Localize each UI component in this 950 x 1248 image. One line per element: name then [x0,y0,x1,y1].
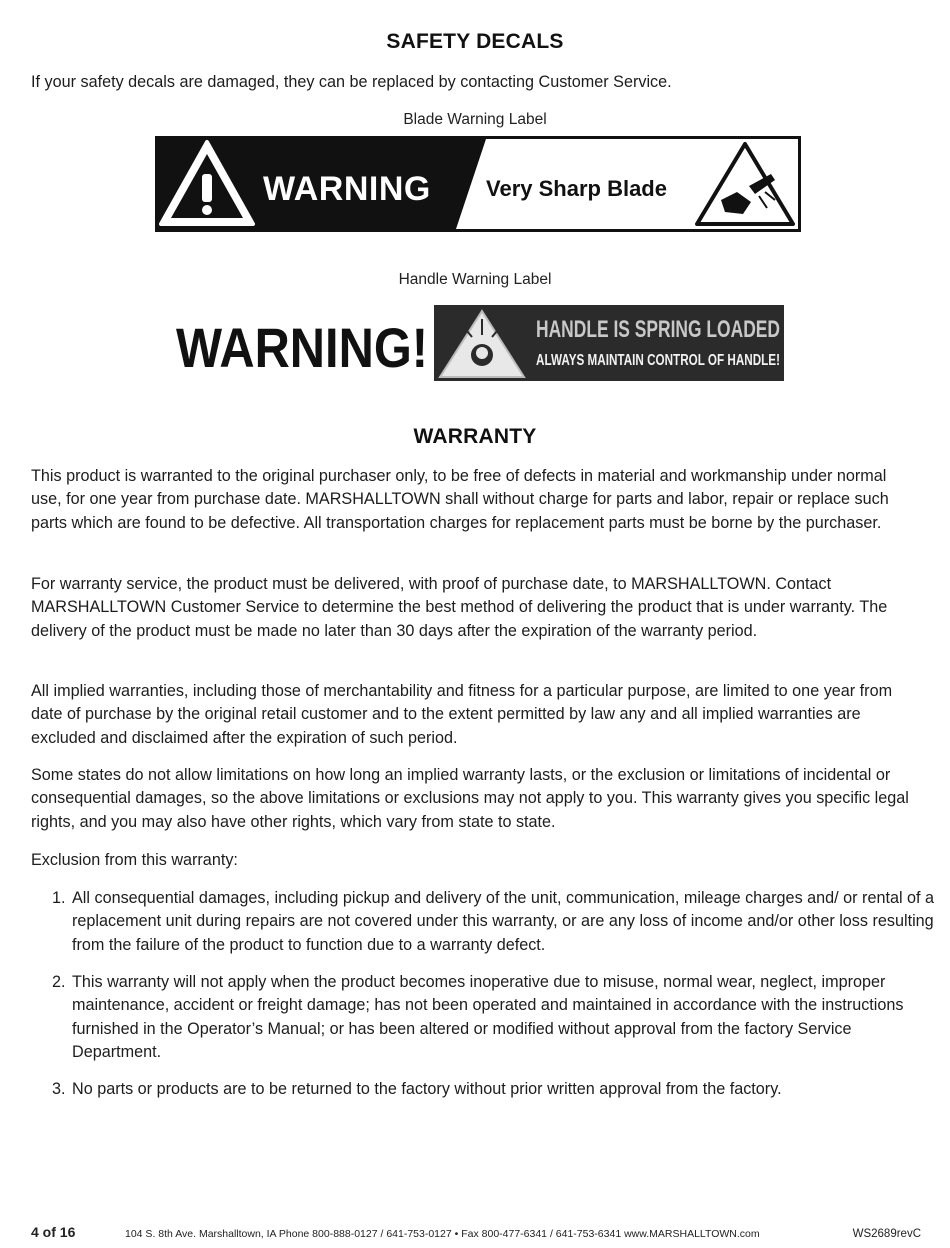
page-number: 4 of 16 [31,1224,76,1240]
company-contact: 104 S. 8th Ave. Marshalltown, IA Phone 800-888-0127 / 641-753-0127 • Fax 800-477-6341 / 641-753-6341 www.MARSHALLTOWN.com [125,1228,760,1240]
blade-label-caption: Blade Warning Label [403,111,547,128]
handle-warning-decal [172,305,788,381]
exclusion-item: 1. All consequential damages, including pickup and delivery of the unit, communication, mileage charges and/ or rental of a replacement unit during repairs are not covered under this warranty, or are any loss of income and/or other loss resulting from the failure of the product to function due to a warranty defect. [52,889,935,954]
warranty-paragraph-3: All implied warranties, including those of merchantability and fitness for a particular purpose, are limited to one year from date of purchase by the original retail customer and to the extent permitted by law any and all implied warranties are excluded and disclaimed after the expiration of such period. [31,682,893,747]
blade-warning-text: Very Sharp Blade [486,176,667,201]
exclusion-item: 2. This warranty will not apply when the product becomes inoperative due to misuse, normal wear, neglect, improper maintenance, accident or freight damage; has not been operated and maintained in accordance with the instructions furnished in the Operator’s Manual; or has been altered or modified without approval from the factory Service Department. [52,973,904,1061]
warranty-title: WARRANTY [413,425,537,448]
document-code: WS2689revC [852,1228,921,1240]
warranty-paragraph-4: Some states do not allow limitations on how long an implied warranty lasts, or the exclusion or limitations of incidental or consequential damages, so the above limitations or exclusions may not apply to you. This warranty gives you specific legal rights, and you may also have other rights, which vary from state to state. [31,766,909,831]
handle-label-caption: Handle Warning Label [398,271,552,288]
page-footer [31,1224,921,1246]
exclusion-heading: Exclusion from this warranty: [31,851,238,869]
handle-warning-line2: ALWAYS MAINTAIN CONTROL OF HANDLE! [536,352,780,369]
safety-decals-title: SAFETY DECALS [386,30,564,53]
warranty-paragraph-2: For warranty service, the product must be delivered, with proof of purchase date, to MARSHALLTOWN. Contact MARSHALLTOWN Customer Service to determine the best method of delivering the product that is under warranty. The delivery of the product must be made no later than 30 days after the expiration of the warranty period. [31,575,888,640]
handle-warning-line1: HANDLE IS SPRING LOADED [536,316,780,343]
handle-warning-word: WARNING! [176,316,428,379]
blade-warning-decal [155,136,801,232]
exclusion-item: 3. No parts or products are to be returned to the factory without prior written approval from the factory. [52,1080,782,1098]
safety-intro: If your safety decals are damaged, they can be replaced by contacting Customer Service. [31,73,672,91]
warranty-paragraph-1: This product is warranted to the original purchaser only, to be free of defects in material and workmanship under normal use, for one year from purchase date. MARSHALLTOWN shall without charge for parts and labor, repair or replace such parts which are found to be defective. All transportation charges for replacement parts must be borne by the purchaser. [31,467,889,532]
blade-warning-word: WARNING [263,170,431,208]
